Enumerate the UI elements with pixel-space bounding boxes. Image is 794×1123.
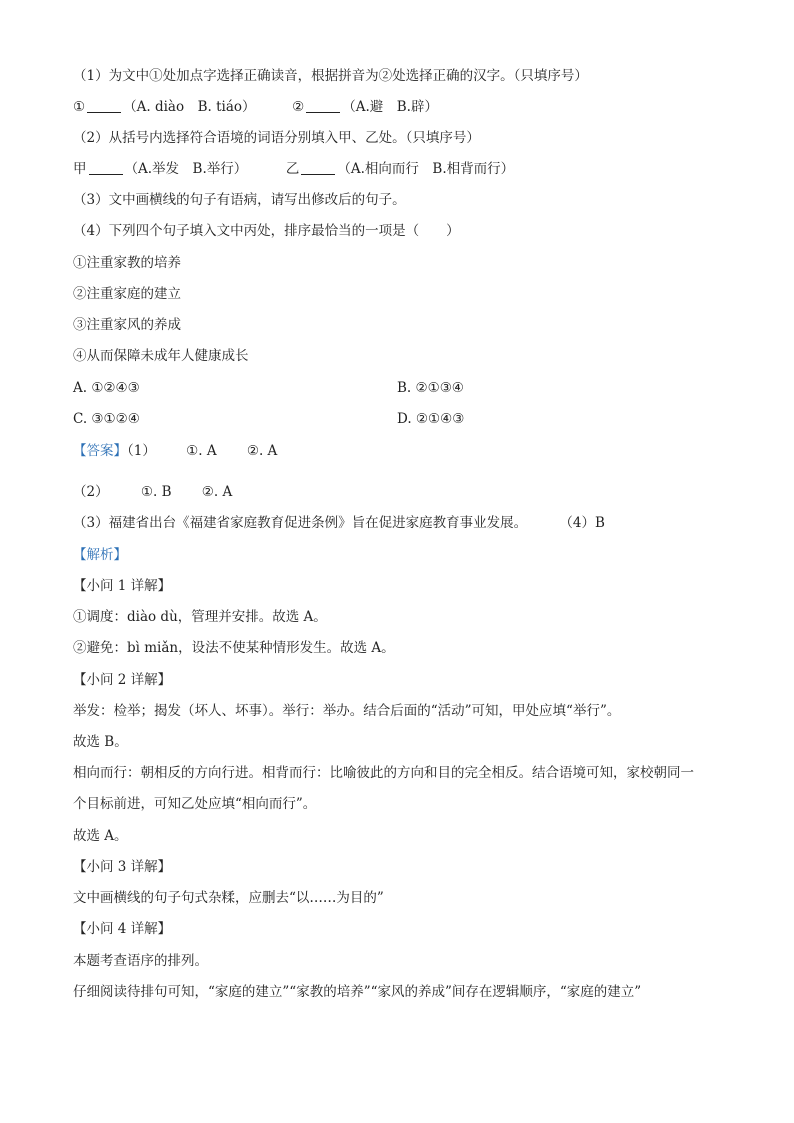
sub-question-2-line-3: 相向而行：朝相反的方向行进。相背而行：比喻彼此的方向和目的完全相反。结合语境可知，家校朝同一 <box>73 765 694 781</box>
answer-label: 【答案】 <box>73 443 127 459</box>
question-2-text: （2）从括号内选择符合语境的词语分别填入甲、乙处。（只填序号） <box>73 130 480 146</box>
blank-yi-options: （A.相向而行 B.相背而行） <box>337 161 515 177</box>
answer-blank <box>306 98 340 113</box>
answer-blank <box>87 98 121 113</box>
option-d: D. ②①④③ <box>397 411 465 427</box>
blank-yi-prefix: 乙 <box>285 161 300 177</box>
blank-jia-prefix: 甲 <box>73 161 87 177</box>
question-1-blanks <box>73 97 438 117</box>
sentence-1: ①注重家教的培养 <box>73 255 181 271</box>
answer-2-number: （2） <box>73 484 109 500</box>
sub-question-3-heading: 【小问 3 详解】 <box>73 859 172 875</box>
sub-question-2-line-1: 举发：检举；揭发（坏人、坏事）。举行：举办。结合后面的“活动”可知，甲处应填“举行”。 <box>73 703 621 719</box>
blank-jia-options: （A.举发 B.举行） <box>124 161 248 177</box>
blank-2-prefix: ② <box>292 99 305 115</box>
sub-question-2-line-5: 故选 A。 <box>73 828 128 844</box>
answer-blank <box>89 160 123 175</box>
answer-2-a: ①. B <box>140 484 172 500</box>
question-1-text: （1）为文中①处加点字选择正确读音，根据拼音为②处选择正确的汉字。（只填序号） <box>73 68 588 84</box>
blank-1-options: （A. diào B. tiáo） <box>123 99 256 115</box>
answer-4: （4）B <box>559 515 605 531</box>
question-2-blanks <box>73 159 514 179</box>
sub-question-1-line-1: ①调度：diào dù，管理并安排。故选 A。 <box>73 609 327 625</box>
sentence-3: ③注重家风的养成 <box>73 317 181 333</box>
answer-row-2 <box>73 482 232 502</box>
option-b: B. ②①③④ <box>397 380 464 396</box>
answer-1-number: （1） <box>127 443 156 459</box>
sub-question-4-heading: 【小问 4 详解】 <box>73 921 172 937</box>
sub-question-1-heading: 【小问 1 详解】 <box>73 578 172 594</box>
sub-question-2-line-2: 故选 B。 <box>73 734 128 750</box>
blank-1-prefix: ① <box>73 99 86 115</box>
sentence-2: ②注重家庭的建立 <box>73 286 181 302</box>
question-4-text: （4）下列四个句子填入文中丙处，排序最恰当的一项是（ ） <box>73 223 460 239</box>
sub-question-1-line-2: ②避免：bì miǎn，设法不使某种情形发生。故选 A。 <box>73 640 395 656</box>
question-3-text: （3）文中画横线的句子有语病，请写出修改后的句子。 <box>73 192 406 208</box>
blank-2-options: （A.避 B.辟） <box>342 99 438 115</box>
sentence-4: ④从而保障未成年人健康成长 <box>73 348 249 364</box>
answer-2-b: ②. A <box>201 484 233 500</box>
analysis-label: 【解析】 <box>73 547 127 563</box>
sub-question-3-line-1: 文中画横线的句子句式杂糅，应删去“以……为目的” <box>73 890 384 906</box>
option-a: A. ①②④③ <box>73 380 140 396</box>
sub-question-2-heading: 【小问 2 详解】 <box>73 672 172 688</box>
answer-row-3 <box>73 513 605 533</box>
answer-1-a: ①. A <box>186 443 217 459</box>
answer-1-b: ②. A <box>246 443 278 459</box>
sub-question-4-line-2: 仔细阅读待排句可知，“家庭的建立”“家教的培养”“家风的养成”间存在逻辑顺序，“家庭的建立” <box>73 984 642 1000</box>
answer-row-1 <box>73 441 277 461</box>
option-c: C. ③①②④ <box>73 411 140 427</box>
sub-question-4-line-1: 本题考查语序的排列。 <box>73 953 208 969</box>
sub-question-2-line-4: 个目标前进，可知乙处应填“相向而行”。 <box>73 796 317 812</box>
answer-3: （3）福建省出台《福建省家庭教育促进条例》旨在促进家庭教育事业发展。 <box>73 515 528 531</box>
answer-blank <box>301 160 335 175</box>
